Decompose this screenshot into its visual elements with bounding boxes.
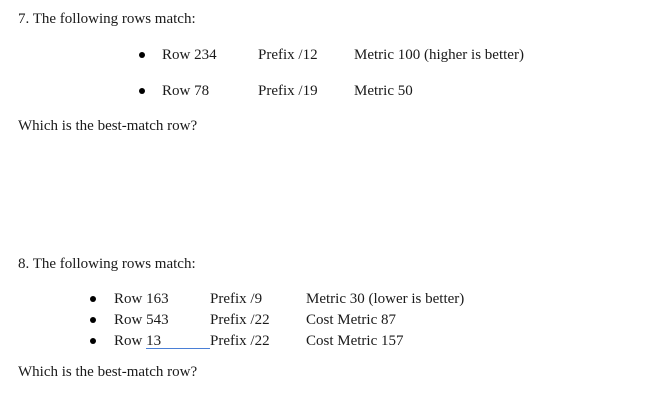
row-metric: Cost Metric 157 (306, 333, 404, 349)
row-id: Row 234 (162, 47, 217, 63)
row-id: Row 163 (114, 291, 169, 307)
question-7-prompt: Which is the best-match row? (18, 118, 198, 134)
row-prefix: Prefix /9 (210, 291, 263, 307)
row-prefix: Prefix /22 (210, 312, 270, 328)
row-metric: Metric 100 (higher is better) (354, 47, 524, 63)
bullet-icon (139, 88, 145, 94)
row-metric: Metric 50 (354, 83, 413, 99)
spellcheck-underline (146, 346, 210, 349)
row-prefix: Prefix /22 (210, 333, 270, 349)
question-8-row-1 (90, 290, 510, 308)
question-8-row-3 (90, 332, 510, 350)
question-8-heading: 8. The following rows match: (18, 256, 196, 272)
question-8-prompt: Which is the best-match row? (18, 364, 198, 380)
bullet-icon (90, 317, 96, 323)
question-7-heading: 7. The following rows match: (18, 11, 196, 27)
row-id: Row 543 (114, 312, 169, 328)
bullet-icon (139, 52, 145, 58)
question-8-row-2 (90, 311, 510, 329)
row-id: Row 78 (162, 83, 210, 99)
question-7-row-2 (139, 82, 559, 100)
row-id: Row 13 (114, 333, 162, 349)
row-metric: Cost Metric 87 (306, 312, 396, 328)
question-7-row-1 (139, 46, 559, 64)
row-metric: Metric 30 (lower is better) (306, 291, 465, 307)
bullet-icon (90, 338, 96, 344)
row-prefix: Prefix /19 (258, 83, 318, 99)
row-prefix: Prefix /12 (258, 47, 318, 63)
bullet-icon (90, 296, 96, 302)
